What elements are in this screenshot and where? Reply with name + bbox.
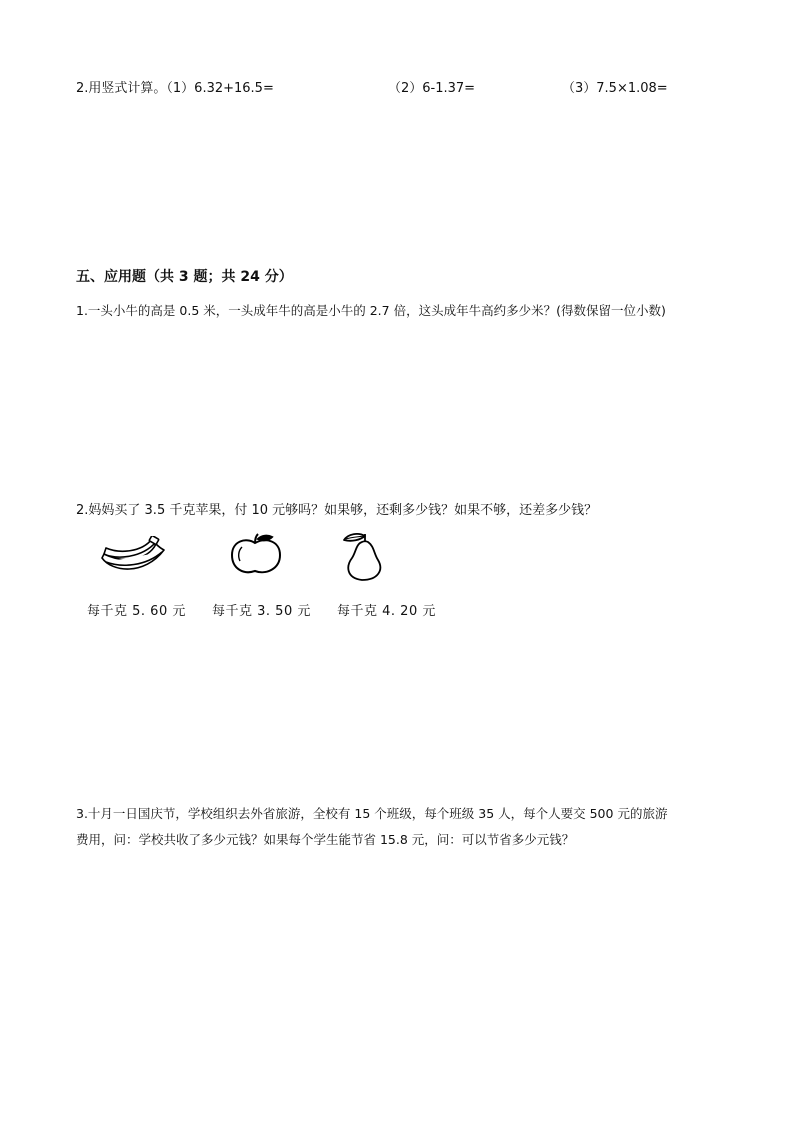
banana-icon — [98, 536, 170, 578]
pear-icon — [340, 530, 390, 582]
question-3-line-2: 费用，问：学校共收了多少元钱？如果每个学生能节省 15.8 元，问：可以节省多少元钱？ — [76, 832, 575, 847]
price-apple: 每千克 3. 50 元 — [212, 604, 311, 619]
price-banana: 每千克 5. 60 元 — [87, 604, 186, 619]
vertical-calc-question — [76, 80, 716, 98]
question-2: 2.妈妈买了 3.5 千克苹果，付 10 元够吗？如果够，还剩多少钱？如果不够，还差多少钱？ — [76, 503, 598, 518]
vertical-calc-item-2: （2）6-1.37= — [388, 81, 476, 96]
section-heading: 五、应用题（共 3 题；共 24 分） — [76, 269, 293, 285]
vertical-calc-item-1: 2.用竖式计算。（1）6.32+16.5= — [76, 81, 274, 96]
vertical-calc-item-3: （3）7.5×1.08= — [562, 81, 668, 96]
question-1: 1.一头小牛的高是 0.5 米，一头成年牛的高是小牛的 2.7 倍，这头成年牛高约多少米？(得数保留一位小数) — [76, 303, 666, 318]
apple-icon — [228, 533, 284, 577]
price-pear: 每千克 4. 20 元 — [337, 604, 436, 619]
question-3-line-1: 3.十月一日国庆节，学校组织去外省旅游，全校有 15 个班级，每个班级 35 人，每个人要交 500 元的旅游 — [76, 806, 668, 821]
